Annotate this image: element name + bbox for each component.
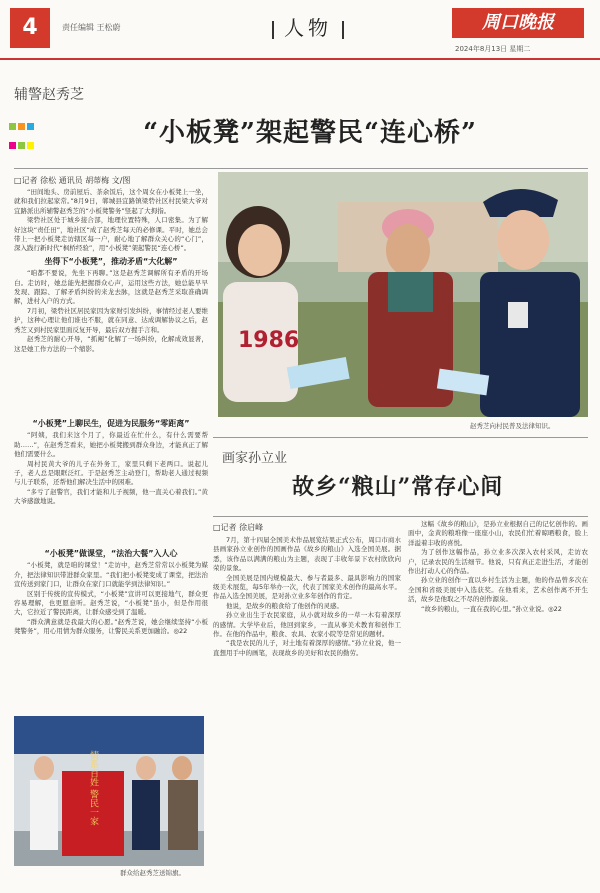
- article2-column-2: [408, 520, 588, 876]
- paragraph: 孙立业的创作一直以乡村生活为主题，他的作品曾多次在全国和省级美展中入选获奖。在他看来，艺术创作离不开生活，故乡是他取之不尽的创作源泉。: [408, 576, 588, 604]
- svg-text:1986: 1986: [238, 328, 300, 353]
- page-header: [0, 0, 600, 58]
- paragraph: 梁砦社区处于城乡接合部，地理位置特殊，人口密集。为了解好这块“责任田”，地社区“成了赵秀芝每天的必修课。平时，她总会带上一把小板凳走访辖区每一户，耐心地了解群众关心的“心门”，深入践行新时代“枫桥经验”，用“小板凳”架起警民“连心桥”。: [14, 216, 208, 253]
- masthead-logo: 周口晚报: [452, 8, 584, 38]
- article1-title: “小板凳”架起警民“连心桥”: [143, 118, 477, 148]
- paragraph: 周村民黄大爷的儿子在外务工，家里只剩下老两口。说起儿子，老人总是眼眶泛红。于是赵秀芝主动登门，帮助老人通过视频与儿子联系，还帮他们解决生活中的困难。: [14, 459, 208, 487]
- divider: [14, 168, 588, 169]
- paragraph: “故乡的粮山，一直在我的心里。”孙立业说。◎22: [421, 604, 562, 613]
- subheading: “小板凳”上聊民生，促进为民服务“零距离”: [32, 419, 190, 428]
- article1-column-2: [14, 546, 208, 712]
- section-label: 人物: [284, 16, 332, 40]
- paragraph: 他说，是故乡的粮食给了他创作的灵感。: [226, 601, 343, 610]
- photo2-caption: 群众给赵秀芝送锦旗。: [120, 869, 185, 877]
- article1-photo-2: [14, 716, 204, 866]
- paragraph: 全国美展是国内规模最大、参与者最多、最具影响力的国家级美术展览，每5年举办一次，代表了国家美术创作的最高水平。作品入选全国美展，是对孙立业多年创作的肯定。: [213, 573, 401, 601]
- banner-text: 情系百姓 警民一家: [88, 750, 98, 826]
- decorative-dots: [8, 116, 38, 154]
- article1-photo: [218, 172, 588, 417]
- paragraph: “多亏了赵警官，我们才能和儿子视频，他一直关心着我们。”黄大爷感激地说。: [14, 487, 208, 506]
- article2-title: 故乡“粮山”常存心间: [292, 474, 504, 500]
- article1-column-1b: [14, 416, 208, 544]
- divider: [213, 437, 588, 438]
- photo1-caption: 赵秀芝向村民普及法律知识。: [470, 422, 555, 430]
- paragraph: “阿姨，我们来这个月了，你最近在忙什么，有什么需要帮助……”，在赵秀芝看来，她把小板凳搬到群众身边，才能真正了解他们需要什么。: [14, 431, 208, 459]
- paragraph: 7月初，梁砦社区居民家因为家财引发纠纷，事情经过老人要维护，这种心理让他们谁也不服，就在同意、达成调解协议之后，赵秀芝又到村民家里面反复开导，最后双方握手言和。: [14, 306, 208, 334]
- article1-byline: □记者 徐松 通讯员 胡蒂梅 文/图: [14, 176, 131, 185]
- page-number: 4: [10, 8, 50, 48]
- section-title: [262, 12, 354, 41]
- editors-line: 责任编辑 王松蔚: [62, 23, 121, 32]
- paragraph: “田间地头、房前屋后、茶余饭后，这个周女在小板凳上一坐，就和我们拉起家常。”8月9日，郸城县宜路镇梁砦社区村民梁大爷对宜路派出所辅警赵秀芝的“小板凳警务”竖起了大拇指。: [14, 188, 208, 215]
- issue-date: 2024年8月13日 星期二: [455, 45, 531, 53]
- paragraph: “咱都不要说，先坐下再聊。”这是赵秀芝调解所有矛盾的开场白。走访时，她总能先把握群众心声，运用这些方法，她总能早早发现、跟踪、了解矛盾纠纷的来龙去脉，这就是赵秀芝采取准确调解，进村入户的方式。: [14, 269, 208, 306]
- article2-byline: □记者 徐启峰: [213, 523, 264, 532]
- police-villagers-photo: [218, 172, 588, 417]
- paragraph: 这幅《故乡的粮山》，是孙立业根据自己的记忆创作的。画面中，金黄的粮堆像一座座小山，农民们忙着晾晒粮食，脸上洋溢着丰收的喜悦。: [408, 520, 588, 547]
- divider: [213, 516, 588, 517]
- paragraph: “我是农民的儿子，对土地有着深厚的感情。”孙立业说，他一直想用手中的画笔，表现故乡的美好和农民的勤劳。: [213, 639, 401, 657]
- article2-column-1: [213, 536, 401, 876]
- paragraph: “小板凳，就是咱的课堂！”走访中，赵秀芝常常以小板凳为媒介，把法律知识带进群众家里。“我们把小板凳变成了课堂，把法治宣传送到家门口，让群众在家门口就能学到法律知识。”: [14, 561, 208, 589]
- banner-presentation-photo: [14, 716, 204, 866]
- paragraph: 赵秀芝的耐心开导，“抓阄”化解了一场纠纷，化解成效显著，这是她工作方法的一个缩影。: [14, 335, 208, 353]
- subheading: “小板凳”做课堂，“法治大餐”入人心: [44, 549, 178, 558]
- paragraph: 为了创作这幅作品，孙立业多次深入农村采风，走访农户，记录农民的生活细节。他说，只有真正走进生活，才能创作出打动人心的作品。: [408, 548, 588, 576]
- paragraph: 孙立业出生于农民家庭，从小就对故乡的一草一木有着深厚的感情。大学毕业后，他回到家乡，一直从事美术教育和创作工作。在他的作品中，粮食、农具、农家小院等是常见的题材。: [213, 611, 401, 639]
- paragraph: 7月，第十四届全国美术作品展览结果正式公布，周口市商水县画家孙立业创作的国画作品《故乡的粮山》入选全国美展。据悉，该作品以满满的粮山为主题，表现了丰收年景下农村欣欣向荣的景象。: [213, 536, 401, 573]
- article1-kicker: 辅警赵秀芝: [14, 87, 84, 103]
- article2-kicker: 画家孙立业: [222, 451, 288, 466]
- article1-column-1: [14, 188, 208, 413]
- header-rule: [0, 58, 600, 60]
- paragraph: 区别于传统的宣传模式，“小板凳”宣讲可以更接地气，群众更容易理解，也更愿意听。赵秀芝说，“小板凳”虽小，但是作用很大，它拉近了警民距离，让群众感受到了温暖。: [14, 589, 208, 617]
- subheading: 坐得下“小板凳”，推动矛盾“大化解”: [44, 256, 178, 266]
- paragraph: “群众满意就是我最大的心愿。”赵秀芝说，她会继续坚持“小板凳警务”，用心用情为群众服务，让警民关系更加融洽。◎22: [14, 617, 208, 636]
